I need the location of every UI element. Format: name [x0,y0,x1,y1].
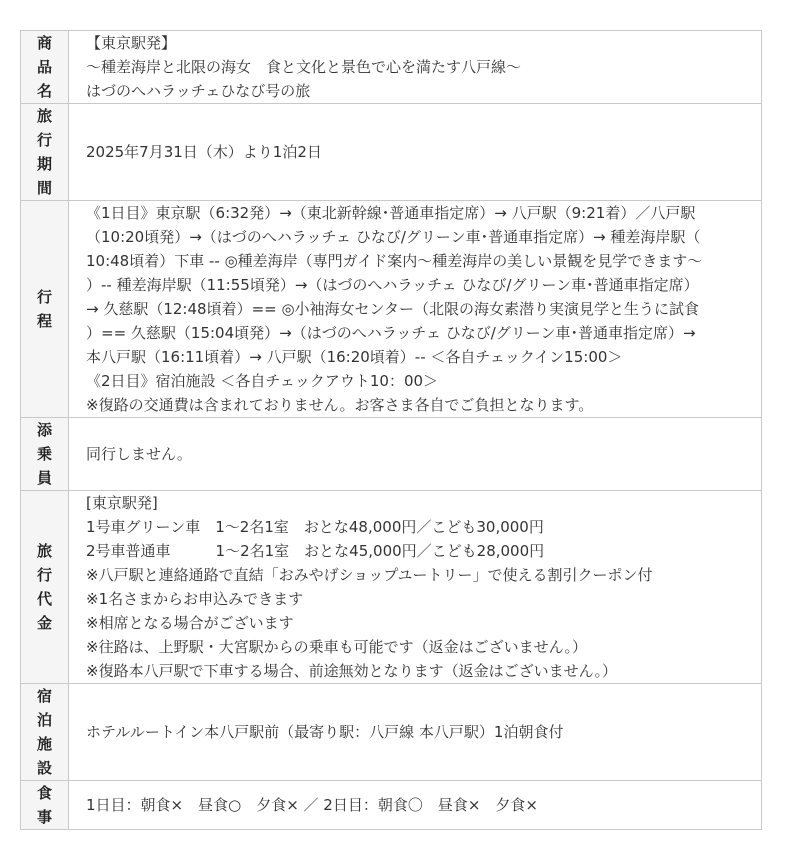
header-char: 商 [36,34,52,52]
header-char: 施 [36,735,52,753]
header-char: 行 [36,131,52,149]
itinerary-note: ※復路の交通費は含まれておりません。お客さま各自でご負担となります。 [86,396,594,414]
header-travel-price [21,491,69,684]
price-green-car: 1号車グリーン車 1〜2名1室 おとな48,000円／こども30,000円 [86,518,544,536]
header-char: 設 [36,759,52,777]
travel-period-text: 2025年7月31日（木）より1泊2日 [86,143,322,161]
price-note: ※相席となる場合がございます [86,614,294,632]
header-itinerary [21,201,69,418]
accommodation-text: ホテルルートイン本八戸駅前（最寄り駅：八戸線 本八戸駅）1泊朝食付 [86,723,564,741]
header-char: 期 [36,155,52,173]
row-travel-price [21,491,762,684]
itinerary-line: ）== 久慈駅（15:04頃発）→（はづのへハラッチェ ひなび/グリーン車･普通車指定席）→ [86,324,696,342]
meals-text: 1日目：朝食× 昼食○ 夕食× ／ 2日目：朝食〇 昼食× 夕食× [86,796,538,814]
header-char: 品 [36,58,52,76]
header-char: 食 [36,784,52,802]
header-char: 金 [36,614,52,632]
header-char: 代 [36,590,52,608]
price-ordinary-car: 2号車普通車 1〜2名1室 おとな45,000円／こども28,000円 [86,542,545,560]
product-name-cell [69,31,762,104]
price-departure: [東京駅発] [86,494,158,512]
price-note: ※1名さまからお申込みできます [86,590,304,608]
row-meals [21,781,762,830]
price-note: ※復路本八戸駅で下車する場合、前途無効となります（返金はございません。） [86,662,617,680]
accommodation-cell [69,684,762,781]
header-char: 宿 [36,687,52,705]
header-char: 旅 [36,107,52,125]
itinerary-cell [69,201,762,418]
row-travel-period [21,104,762,201]
header-char: 旅 [36,542,52,560]
itinerary-line: 《1日目》東京駅（6:32発）→（東北新幹線･普通車指定席）→ 八戸駅（9:21着）／八戸駅 [86,204,696,222]
header-char: 名 [36,82,52,100]
price-note: ※八戸駅と連絡通路で直結「おみやげショップユートリー」で使える割引クーポン付 [86,566,653,584]
row-accommodation [21,684,762,781]
travel-period-cell [69,104,762,201]
header-product-name [21,31,69,104]
itinerary-line: （10:20頃発）→（はづのへハラッチェ ひなび/グリーン車･普通車指定席）→ 種差海岸駅（ [86,228,701,246]
tour-info-table [20,30,762,830]
header-meals [21,781,69,830]
header-char: 添 [36,421,52,439]
row-itinerary [21,201,762,418]
itinerary-line: 本八戸駅（16:11頃着）→ 八戸駅（16:20頃着）-- ＜各自チェックイン15:00＞ [86,348,623,366]
tour-conductor-cell [69,418,762,491]
travel-price-cell [69,491,762,684]
row-product-name [21,31,762,104]
header-tour-conductor [21,418,69,491]
product-subtitle: 〜種差海岸と北限の海女 食と文化と景色で心を満たす八戸線〜 [86,58,522,76]
product-departure: 【東京駅発】 [86,34,177,52]
header-char: 行 [36,566,52,584]
itinerary-line: 10:48頃着）下車 -- ◎種差海岸（専門ガイド案内〜種差海岸の美しい景観を見学できます〜 [86,252,703,270]
product-title: はづのへハラッチェひなび号の旅 [86,82,311,100]
header-char: 行 [36,288,52,306]
itinerary-line: → 久慈駅（12:48頃着）== ◎小袖海女センター（北限の海女素潜り実演見学と生うに試食 [86,300,699,318]
header-char: 乗 [36,445,52,463]
header-char: 程 [36,312,52,330]
header-char: 間 [36,179,52,197]
itinerary-line: 《2日目》宿泊施設 ＜各自チェックアウト10：00＞ [86,372,439,390]
itinerary-line: ）-- 種差海岸駅（11:55頃発）→（はづのへハラッチェ ひなび/グリーン車･普通車指定席） [86,276,699,294]
header-char: 員 [36,469,52,487]
header-travel-period [21,104,69,201]
header-accommodation [21,684,69,781]
row-tour-conductor [21,418,762,491]
tour-conductor-text: 同行しません。 [86,445,192,463]
price-note: ※往路は、上野駅・大宮駅からの乗車も可能です（返金はございません。） [86,638,587,656]
meals-cell [69,781,762,830]
header-char: 泊 [36,711,52,729]
header-char: 事 [36,808,52,826]
